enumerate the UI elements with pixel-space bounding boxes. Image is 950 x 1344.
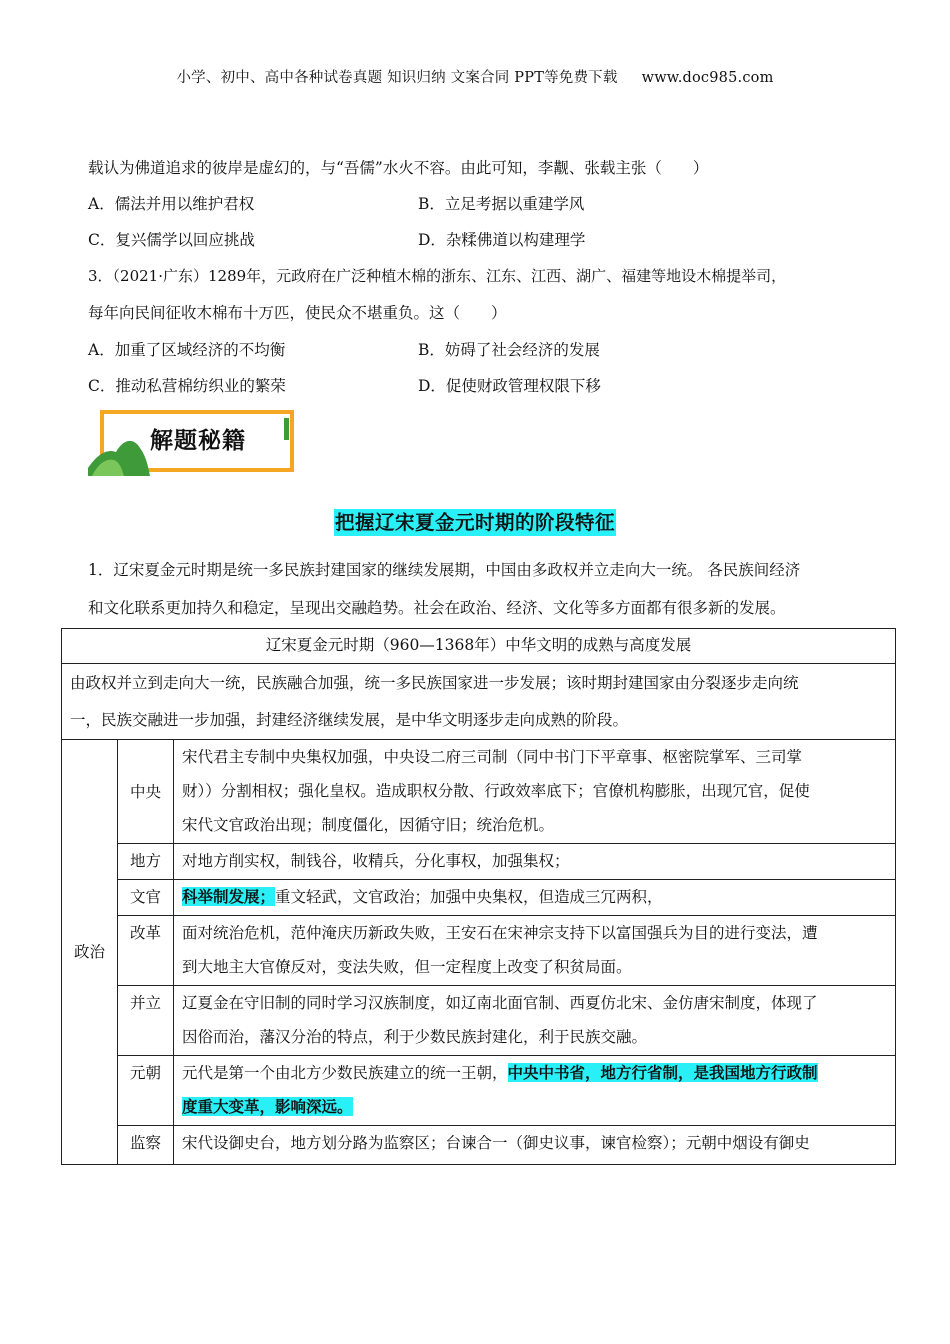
q3-option-a[interactable]: A．加重了区域经济的不均衡 bbox=[88, 341, 286, 359]
q3-stem-line1: 3．（2021·广东）1289年，元政府在广泛种植木棉的浙东、江东、江西、湖广、福建等地设木棉提举司， bbox=[88, 267, 787, 285]
row-text-parallel-l2: 因俗而治，藩汉分治的特点，利于少数民族封建化，利于民族交融。 bbox=[182, 1028, 648, 1046]
table-intro-row bbox=[62, 664, 896, 740]
table-row-parallel bbox=[62, 986, 896, 1056]
header-site-link[interactable]: www.doc985.com bbox=[641, 70, 774, 86]
row-label-local: 地方 bbox=[118, 844, 174, 880]
table-row-central bbox=[62, 740, 896, 844]
q2-option-c[interactable]: C．复兴儒学以回应挑战 bbox=[88, 231, 255, 249]
row-text-central-l2: 财））分割相权；强化皇权。造成职权分散、行政效率底下；官僚机构膨胀，出现冗官，促使 bbox=[182, 782, 810, 800]
row-text-reform-l1: 面对统治危机，范仲淹庆历新政失败，王安石在宋神宗支持下以富国强兵为目的进行变法，遭 bbox=[182, 924, 818, 942]
row-text-reform bbox=[174, 916, 896, 986]
table-intro-line2: 一，民族交融进一步加强，封建经济继续发展，是中华文明逐步走向成熟的阶段。 bbox=[70, 711, 629, 729]
row-label-reform: 改革 bbox=[118, 916, 174, 986]
table-row-local bbox=[62, 844, 896, 880]
q2-option-a[interactable]: A．儒法并用以维护君权 bbox=[88, 195, 255, 213]
row-text-parallel-l1: 辽夏金在守旧制的同时学习汉族制度，如辽南北面官制、西夏仿北宋、金仿唐宋制度，体现了 bbox=[182, 994, 818, 1012]
q3-option-c[interactable]: C．推动私营棉纺织业的繁荣 bbox=[88, 377, 286, 395]
table-caption-row bbox=[62, 629, 896, 664]
table-intro-line1: 由政权并立到走向大一统，民族融合加强，统一多民族国家进一步发展；该时期封建国家由分裂逐步走向统 bbox=[70, 674, 799, 692]
highlight-province-system: 中央中书省，地方行省制，是我国地方行政制 bbox=[507, 1063, 818, 1082]
row-label-supervision: 监察 bbox=[118, 1126, 174, 1165]
highlight-province-system-cont: 度重大变革，影响深远。 bbox=[182, 1097, 353, 1116]
q3-stem-line2: 每年向民间征收木棉布十万匹，使民众不堪重负。这（ ） bbox=[88, 304, 507, 322]
section-para-line1: 1．辽宋夏金元时期是统一多民族封建国家的继续发展期，中国由多政权并立走向大一统。 各民族间经济 bbox=[88, 561, 801, 579]
row-text-yuan bbox=[174, 1056, 896, 1126]
row-text-yuan-plain: 元代是第一个由北方少数民族建立的统一王朝， bbox=[182, 1064, 508, 1082]
row-text-civil-rest: 重文轻武，文官政治；加强中央集权，但造成三冗两积， bbox=[275, 888, 663, 906]
row-text-reform-l2: 到大地主大官僚反对，变法失败，但一定程度上改变了积贫局面。 bbox=[182, 958, 632, 976]
q3-option-d[interactable]: D．促使财政管理权限下移 bbox=[418, 377, 601, 395]
row-text-parallel bbox=[174, 986, 896, 1056]
header-tagline: 小学、初中、高中各种试卷真题 知识归纳 文案合同 PPT等免费下载 bbox=[176, 70, 618, 86]
row-text-central-l3: 宋代文官政治出现；制度僵化，因循守旧；统治危机。 bbox=[182, 816, 555, 834]
row-label-yuan: 元朝 bbox=[118, 1056, 174, 1126]
row-text-local: 对地方削实权，制钱谷，收精兵，分化事权，加强集权； bbox=[174, 844, 896, 880]
section-title bbox=[0, 507, 950, 535]
page-header bbox=[0, 66, 950, 87]
tips-banner-label: 解题秘籍 bbox=[150, 428, 246, 454]
row-text-central bbox=[174, 740, 896, 844]
row-text-central-l1: 宋代君主专制中央集权加强，中央设二府三司制（同中书门下平章事、枢密院掌军、三司掌 bbox=[182, 748, 803, 766]
table-row-civil bbox=[62, 880, 896, 916]
section-para-line2: 和文化联系更加持久和稳定，呈现出交融趋势。社会在政治、经济、文化等多方面都有很多新的发展。 bbox=[88, 599, 786, 617]
q2-option-d[interactable]: D．杂糅佛道以构建理学 bbox=[418, 231, 586, 249]
table-row-yuan bbox=[62, 1056, 896, 1126]
q2-stem-tail: 载认为佛道追求的彼岸是虚幻的，与“吾儒”水火不容。由此可知，李觏、张载主张（ ） bbox=[88, 159, 709, 177]
row-label-civil: 文官 bbox=[118, 880, 174, 916]
category-politics: 政治 bbox=[62, 740, 118, 1165]
table-intro bbox=[62, 664, 896, 740]
summary-table bbox=[61, 628, 896, 1165]
q3-option-b[interactable]: B．妨碍了社会经济的发展 bbox=[418, 341, 600, 359]
table-row-supervision bbox=[62, 1126, 896, 1165]
row-label-parallel: 并立 bbox=[118, 986, 174, 1056]
table-caption: 辽宋夏金元时期（960—1368年）中华文明的成熟与高度发展 bbox=[62, 629, 896, 664]
row-text-supervision: 宋代设御史台，地方划分路为监察区；台谏合一（御史议事，谏官检察）；元朝中烟设有御史 bbox=[174, 1126, 896, 1165]
q2-option-b[interactable]: B．立足考据以重建学风 bbox=[418, 195, 585, 213]
row-label-central: 中央 bbox=[118, 740, 174, 844]
tips-banner bbox=[88, 408, 298, 480]
table-row-reform bbox=[62, 916, 896, 986]
highlight-keju: 科举制发展； bbox=[182, 887, 276, 906]
row-text-civil bbox=[174, 880, 896, 916]
section-title-text: 把握辽宋夏金元时期的阶段特征 bbox=[334, 511, 615, 534]
